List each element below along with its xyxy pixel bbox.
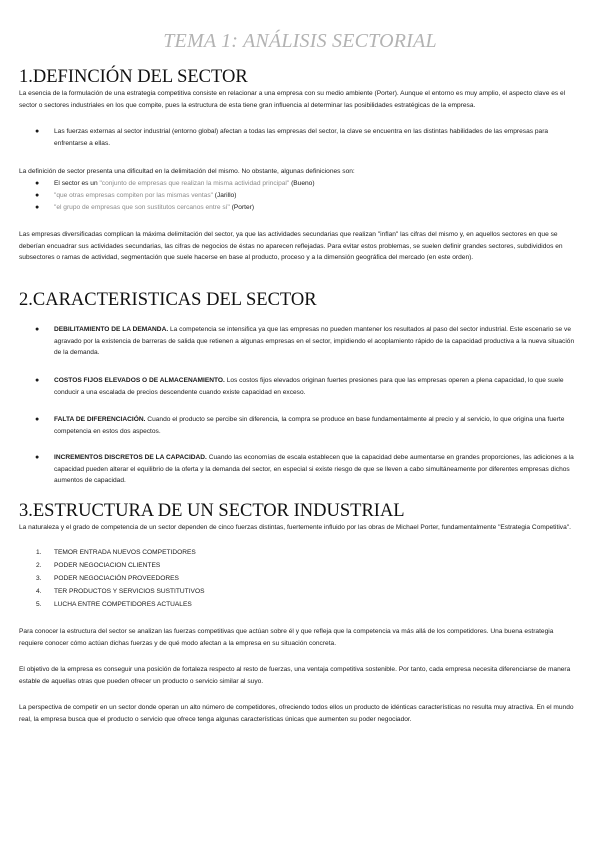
force-3-number: 3. <box>36 575 42 582</box>
bullet-icon: ● <box>35 377 40 384</box>
bullet-icon: ● <box>35 454 40 461</box>
force-item-4 <box>36 586 554 598</box>
definition-item-1 <box>35 178 578 190</box>
section-3-heading: 3.ESTRUCTURA DE UN SECTOR INDUSTRIAL <box>19 501 405 521</box>
section-2-heading: 2.CARACTERISTICAS DEL SECTOR <box>19 290 317 310</box>
section-1-paragraph-2: La definición de sector presenta una dificultad en la delimitación del mismo. No obstante, algunas definiciones son: <box>19 168 355 175</box>
bullet-icon: ● <box>35 326 40 333</box>
characteristic-item-3 <box>35 414 578 437</box>
characteristic-4-title: INCREMENTOS DISCRETOS DE LA CAPACIDAD. <box>54 454 207 461</box>
definition-1-author: (Bueno) <box>289 180 315 187</box>
force-1-number: 1. <box>36 549 42 556</box>
characteristic-2-text: Los costos fijos elevados originan fuertes presiones para que las empresas operen a plena capacidad, lo que suele conducir a una escalada de precios descendente cuando existe capacidad en exceso. <box>54 377 564 396</box>
force-4-number: 4. <box>36 588 42 595</box>
force-item-3 <box>36 573 554 585</box>
bullet-icon: ● <box>35 204 40 211</box>
characteristic-3-title: FALTA DE DIFERENCIACIÓN. <box>54 416 146 423</box>
force-1-label: TEMOR ENTRADA NUEVOS COMPETIDORES <box>54 549 196 556</box>
force-5-number: 5. <box>36 601 42 608</box>
characteristic-2-title: COSTOS FIJOS ELEVADOS O DE ALMACENAMIENTO. <box>54 377 225 384</box>
force-3-label: PODER NEGOCIACIÓN PROVEEDORES <box>54 575 179 582</box>
characteristic-3-text: Cuando el producto se percibe sin diferencia, la compra se produce en base fundamentalmente al precio y al servicio, lo que origina una fuerte competencia en estos dos aspectos. <box>54 416 565 435</box>
section-3-paragraph-2: Para conocer la estructura del sector se analizan las fuerzas competitivas que actúan sobre él y que refleja que la competencia va más allá de los competidores. Una buena estrategia requiere conocer cómo actúan dichas fuerzas y de qué modo afectan a la empresa en su situación concreta. <box>19 628 554 647</box>
force-5-label: LUCHA ENTRE COMPETIDORES ACTUALES <box>54 601 192 608</box>
force-item-2 <box>36 560 554 572</box>
definition-2-quote: "que otras empresas compiten por las mismas ventas" <box>54 192 213 199</box>
section-3-paragraph-1: La naturaleza y el grado de competencia de un sector dependen de cinco fuerzas distintas, fuertemente influido por las obras de Michael Porter, fundamentalmente "Estrategia Competitiva". <box>19 524 571 531</box>
section-3-paragraph-4: La perspectiva de competir en un sector donde operan un alto número de competidores, ofreciendo todos ellos un producto de idénticas características no resulta muy atractiva. En el mundo real, la empresa busca que el producto o servicio que ofrece tenga algunas características únicas que aumenten su poder negociador. <box>19 704 574 723</box>
definition-item-3 <box>35 202 578 214</box>
force-2-number: 2. <box>36 562 42 569</box>
section-3-paragraph-3: El objetivo de la empresa es conseguir una posición de fortaleza respecto al resto de fuerzas, una ventaja competitiva sostenible. Por tanto, cada empresa necesita diferenciarse de manera estable de aquellas otras que pueden ofrecer un producto o servicio similar al suyo. <box>19 666 571 685</box>
section-1-bullet-text: Las fuerzas externas al sector industrial (entorno global) afectan a todas las empresas del sector, la clave se encuentra en las distintas habilidades de las empresas para enfrentarse a ellas. <box>54 128 549 147</box>
section-1-bullet <box>35 126 578 149</box>
force-4-label: TER PRODUCTOS Y SERVICIOS SUSTITUTIVOS <box>54 588 205 595</box>
characteristic-1-title: DEBILITAMIENTO DE LA DEMANDA. <box>54 326 169 333</box>
section-1-paragraph-3: Las empresas diversificadas complican la máxima delimitación del sector, ya que las actividades secundarias que realizan "inflan" las cifras del mismo y, en aquellos sectores en que se deberían encuadrar sus actividades secundarias, las cifras de negocios de éstas no aparecen reflejadas. Para evitar estos problemas, se suelen definir grandes sectores, subdivididos en subsectores o ramas de actividad, segmentación que suele hacerse en base al producto, proceso y a la dimensión geográfica del mercado (en este orden). <box>19 231 563 261</box>
definition-2-author: (Jarillo) <box>212 192 237 199</box>
characteristic-item-2 <box>35 375 578 398</box>
definition-1-quote: "conjunto de empresas que realizan la misma actividad principal" <box>99 180 290 187</box>
definition-3-author: (Porter) <box>229 204 255 211</box>
characteristic-4-text: Cuando las economías de escala establecen que la capacidad debe aumentarse en grandes proporciones, las adiciones a la capacidad pueden alterar el equilibrio de la oferta y la demanda del sector, en especial si existe riesgo de que se lleven a cabo simultáneamente por diferentes empresas dichos aumentos de capacidad. <box>54 454 574 484</box>
definition-item-2 <box>35 190 578 202</box>
characteristic-item-4 <box>35 452 578 487</box>
bullet-icon: ● <box>35 180 40 187</box>
definition-3-quote: "el grupo de empresas que son sustitutos cercanos entre sí" <box>54 204 230 211</box>
force-item-5 <box>36 599 554 611</box>
bullet-icon: ● <box>35 192 40 199</box>
characteristic-1-text: La competencia se intensifica ya que las empresas no pueden mantener los resultados al paso del sector industrial. Este escenario se ve agravado por la existencia de barreras de salida que retienen a algunas empresas en el sector, impidiendo el acoplamiento rápido de la capacidad productiva a la nueva situación de la demanda. <box>54 326 575 356</box>
section-1-paragraph-1: La esencia de la formulación de una estrategia competitiva consiste en relacionar a una empresa con su medio ambiente (Porter). Aunque el entorno es muy amplio, el aspecto clave es el sector o sectores industriales en los que compite, pues la estructura de esta tiene gran influencia al determinar las posibilidades estratégicas de la empresa. <box>19 90 566 109</box>
definition-1-lead: El sector es un <box>54 180 100 187</box>
bullet-icon: ● <box>35 416 40 423</box>
section-1-heading: 1.DEFINCIÓN DEL SECTOR <box>19 67 248 87</box>
force-item-1 <box>36 547 554 559</box>
document-title: TEMA 1: ANÁLISIS SECTORIAL <box>163 30 437 52</box>
force-2-label: PODER NEGOCIACION CLIENTES <box>54 562 161 569</box>
bullet-icon: ● <box>35 128 40 135</box>
characteristic-item-1 <box>35 324 578 359</box>
